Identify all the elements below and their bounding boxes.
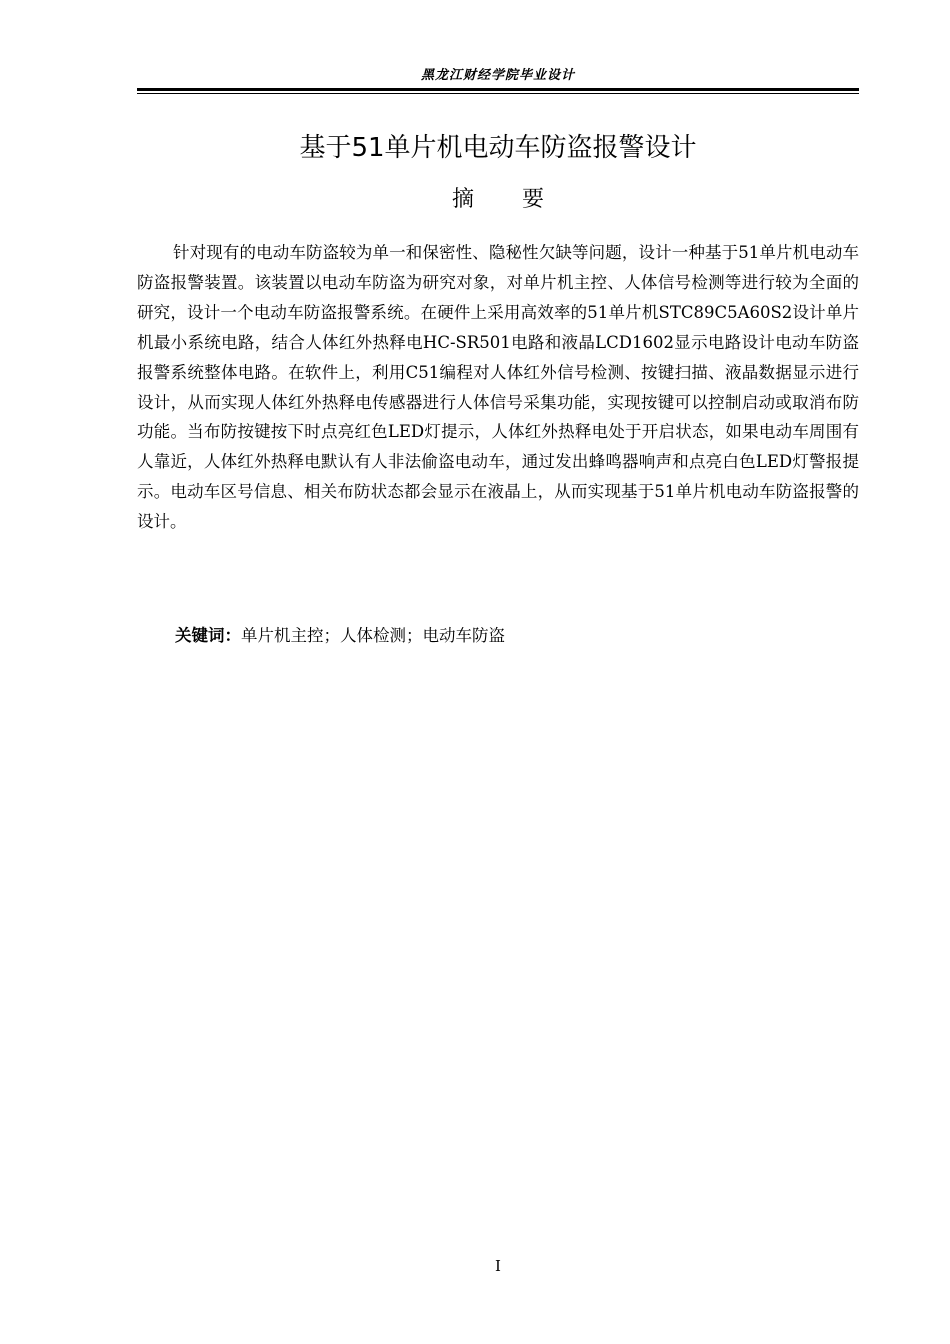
abstract-heading: 摘要 — [451, 187, 592, 212]
page-number: I — [495, 1257, 501, 1275]
keywords-value: 单片机主控；人体检测；电动车防盗 — [241, 626, 505, 645]
running-header: 黑龙江财经学院毕业设计 — [420, 68, 575, 83]
document-title: 基于51单片机电动车防盗报警设计 — [299, 133, 697, 163]
keywords-line — [175, 622, 505, 650]
header-rule-thick — [137, 88, 859, 91]
keywords-label: 关键词： — [175, 626, 241, 645]
abstract-body: 针对现有的电动车防盗较为单一和保密性、隐秘性欠缺等问题，设计一种基于51单片机电动车防盗报警装置。该装置以电动车防盗为研究对象，对单片机主控、人体信号检测等进行较为全面的研究，设计一个电动车防盗报警系统。在硬件上采用高效率的51单片机STC89C5A60S2设计单片机最小系统电路，结合人体红外热释电HC-SR501电路和液晶LCD1602显示电路设计电动车防盗报警系统整体电路。在软件上，利用C51编程对人体红外信号检测、按键扫描、液晶数据显示进行设计，从而实现人体红外热释电传感器进行人体信号采集功能，实现按键可以控制启动或取消布防功能。当布防按键按下时点亮红色LED灯提示，人体红外热释电处于开启状态，如果电动车周围有人靠近，人体红外热释电默认有人非法偷盗电动车，通过发出蜂鸣器响声和点亮白色LED灯警报提示。电动车区号信息、相关布防状态都会显示在液晶上，从而实现基于51单片机电动车防盗报警的设计。 — [137, 243, 859, 532]
header-rule-thin — [137, 93, 859, 94]
